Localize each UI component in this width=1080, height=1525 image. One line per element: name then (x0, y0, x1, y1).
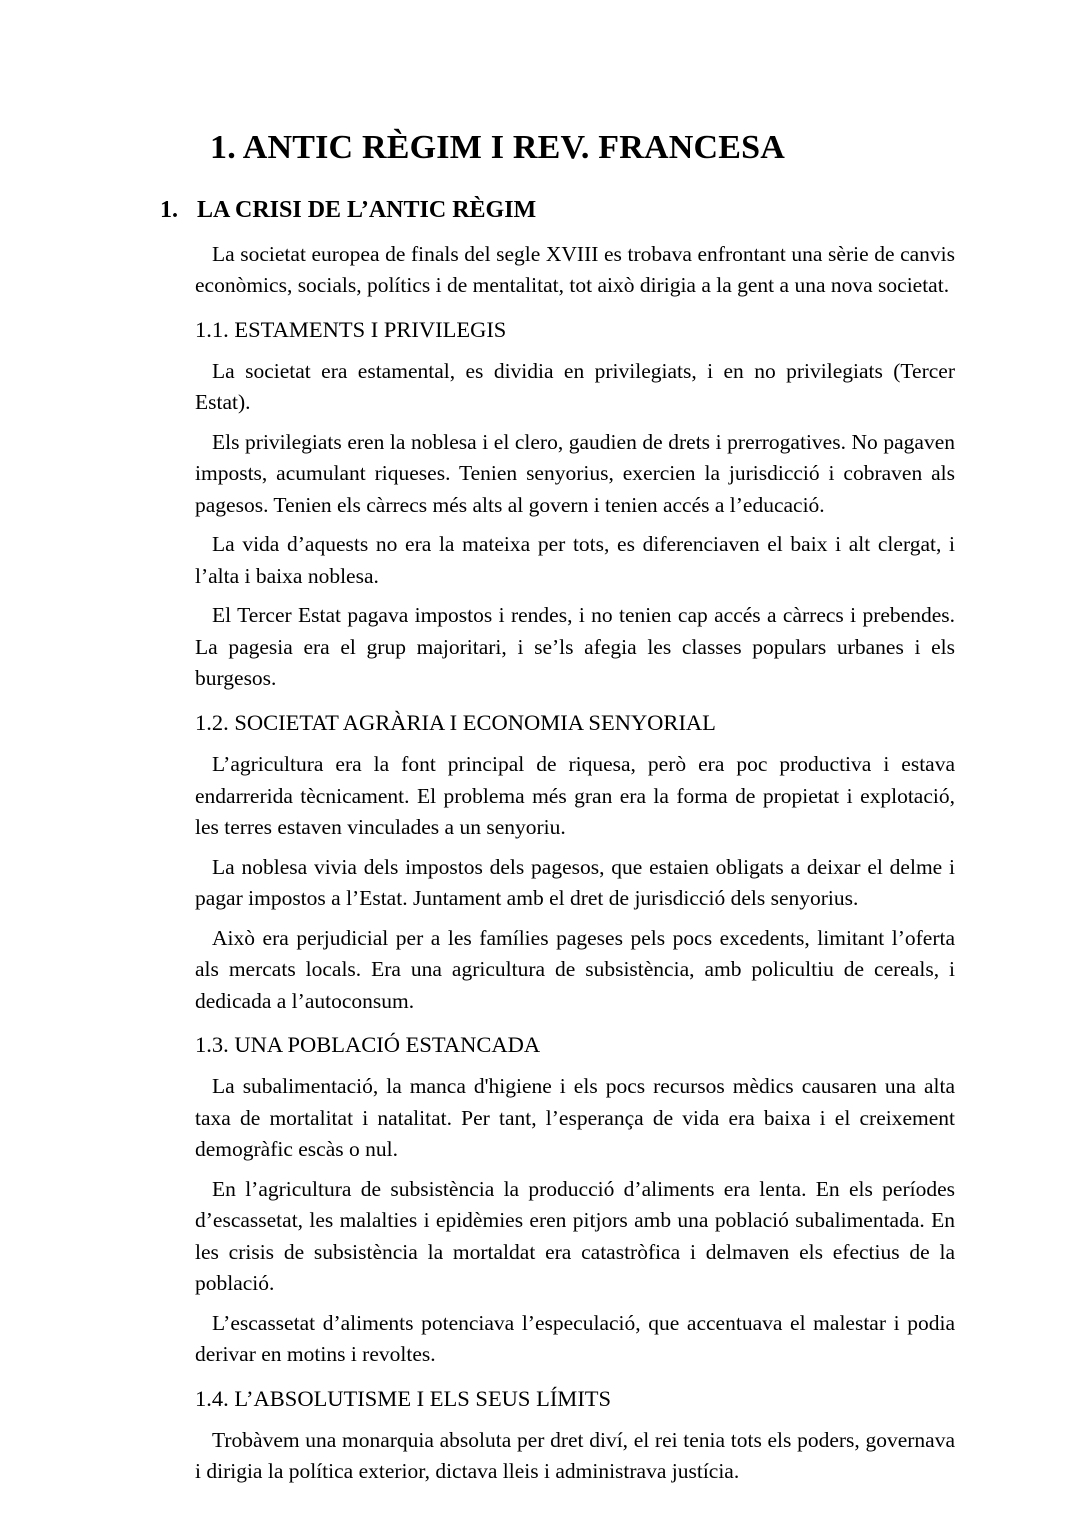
subsection-heading-1-2: 1.2. SOCIETAT AGRÀRIA I ECONOMIA SENYORIAL (195, 709, 716, 735)
section-heading-row (160, 195, 955, 225)
paragraph: La subalimentació, la manca d'higiene i els pocs recursos mèdics causaren una alta taxa de mortalitat i natalitat. Per tant, l’esperança de vida era baixa i el creixement demogràfic escàs o nul. (195, 1074, 955, 1162)
paragraph: La vida d’aquests no era la mateixa per tots, es diferenciaven el baix i alt clergat, i l’alta i baixa noblesa. (195, 532, 955, 588)
subsection-heading-1-3: 1.3. UNA POBLACIÓ ESTANCADA (195, 1032, 541, 1058)
paragraph: L’agricultura era la font principal de riquesa, però era poc productiva i estava endarrerida tècnicament. El problema més gran era la forma de propietat i explotació, les terres estaven vinculades a un senyoriu. (195, 752, 955, 840)
paragraph: Els privilegiats eren la noblesa i el clero, gaudien de drets i prerrogatives. No pagaven imposts, acumulant riqueses. Tenien senyorius, exercien la jurisdicció i cobraven als pagesos. Tenien els càrrecs més alts al govern i tenien accés a l’educació. (195, 429, 955, 517)
subsection-heading-1-4: 1.4. L’ABSOLUTISME I ELS SEUS LÍMITS (195, 1385, 612, 1411)
subsection-heading-1-1: 1.1. ESTAMENTS I PRIVILEGIS (195, 316, 507, 342)
intro-paragraph: La societat europea de finals del segle XVIII es trobava enfrontant una sèrie de canvis econòmics, socials, polítics i de mentalitat, tot això dirigia a la gent a una nova societat. (195, 241, 955, 298)
paragraph: En l’agricultura de subsistència la producció d’aliments era lenta. En els períodes d’escassetat, les malalties i epidèmies eren pitjors amb una població subalimentada. En les crisis de subsistència la mortaldat era catastròfica i delmaven els efectius de la població. (195, 1176, 955, 1296)
section-number: 1. (160, 196, 178, 223)
paragraph: La noblesa vivia dels impostos dels pagesos, que estaien obligats a deixar el delme i pagar impostos a l’Estat. Juntament amb el dret de jurisdicció dels senyorius. (195, 854, 955, 911)
paragraph: La societat era estamental, es dividia en privilegiats, i en no privilegiats (Tercer Estat). (195, 358, 955, 415)
document-title: 1. ANTIC RÈGIM I REV. FRANCESA (210, 129, 785, 166)
paragraph: L’escassetat d’aliments potenciava l’especulació, que accentuava el malestar i podia derivar en motins i revoltes. (195, 1310, 955, 1367)
section-heading: LA CRISI DE L’ANTIC RÈGIM (197, 196, 537, 223)
paragraph: Això era perjudicial per a les famílies pageses pels pocs excedents, limitant l’oferta als mercats locals. Era una agricultura de subsistència, amb policultiu de cereals, i dedicada a l’autoconsum. (195, 925, 955, 1013)
paragraph: Trobàvem una monarquia absoluta per dret diví, el rei tenia tots els poders, governava i dirigia la política exterior, dictava lleis i administrava justícia. (195, 1427, 955, 1484)
paragraph: El Tercer Estat pagava impostos i rendes, i no tenien cap accés a càrrecs i prebendes. La pagesia era el grup majoritari, i se’ls afegia les classes populars urbanes i els burgesos. (195, 603, 955, 691)
